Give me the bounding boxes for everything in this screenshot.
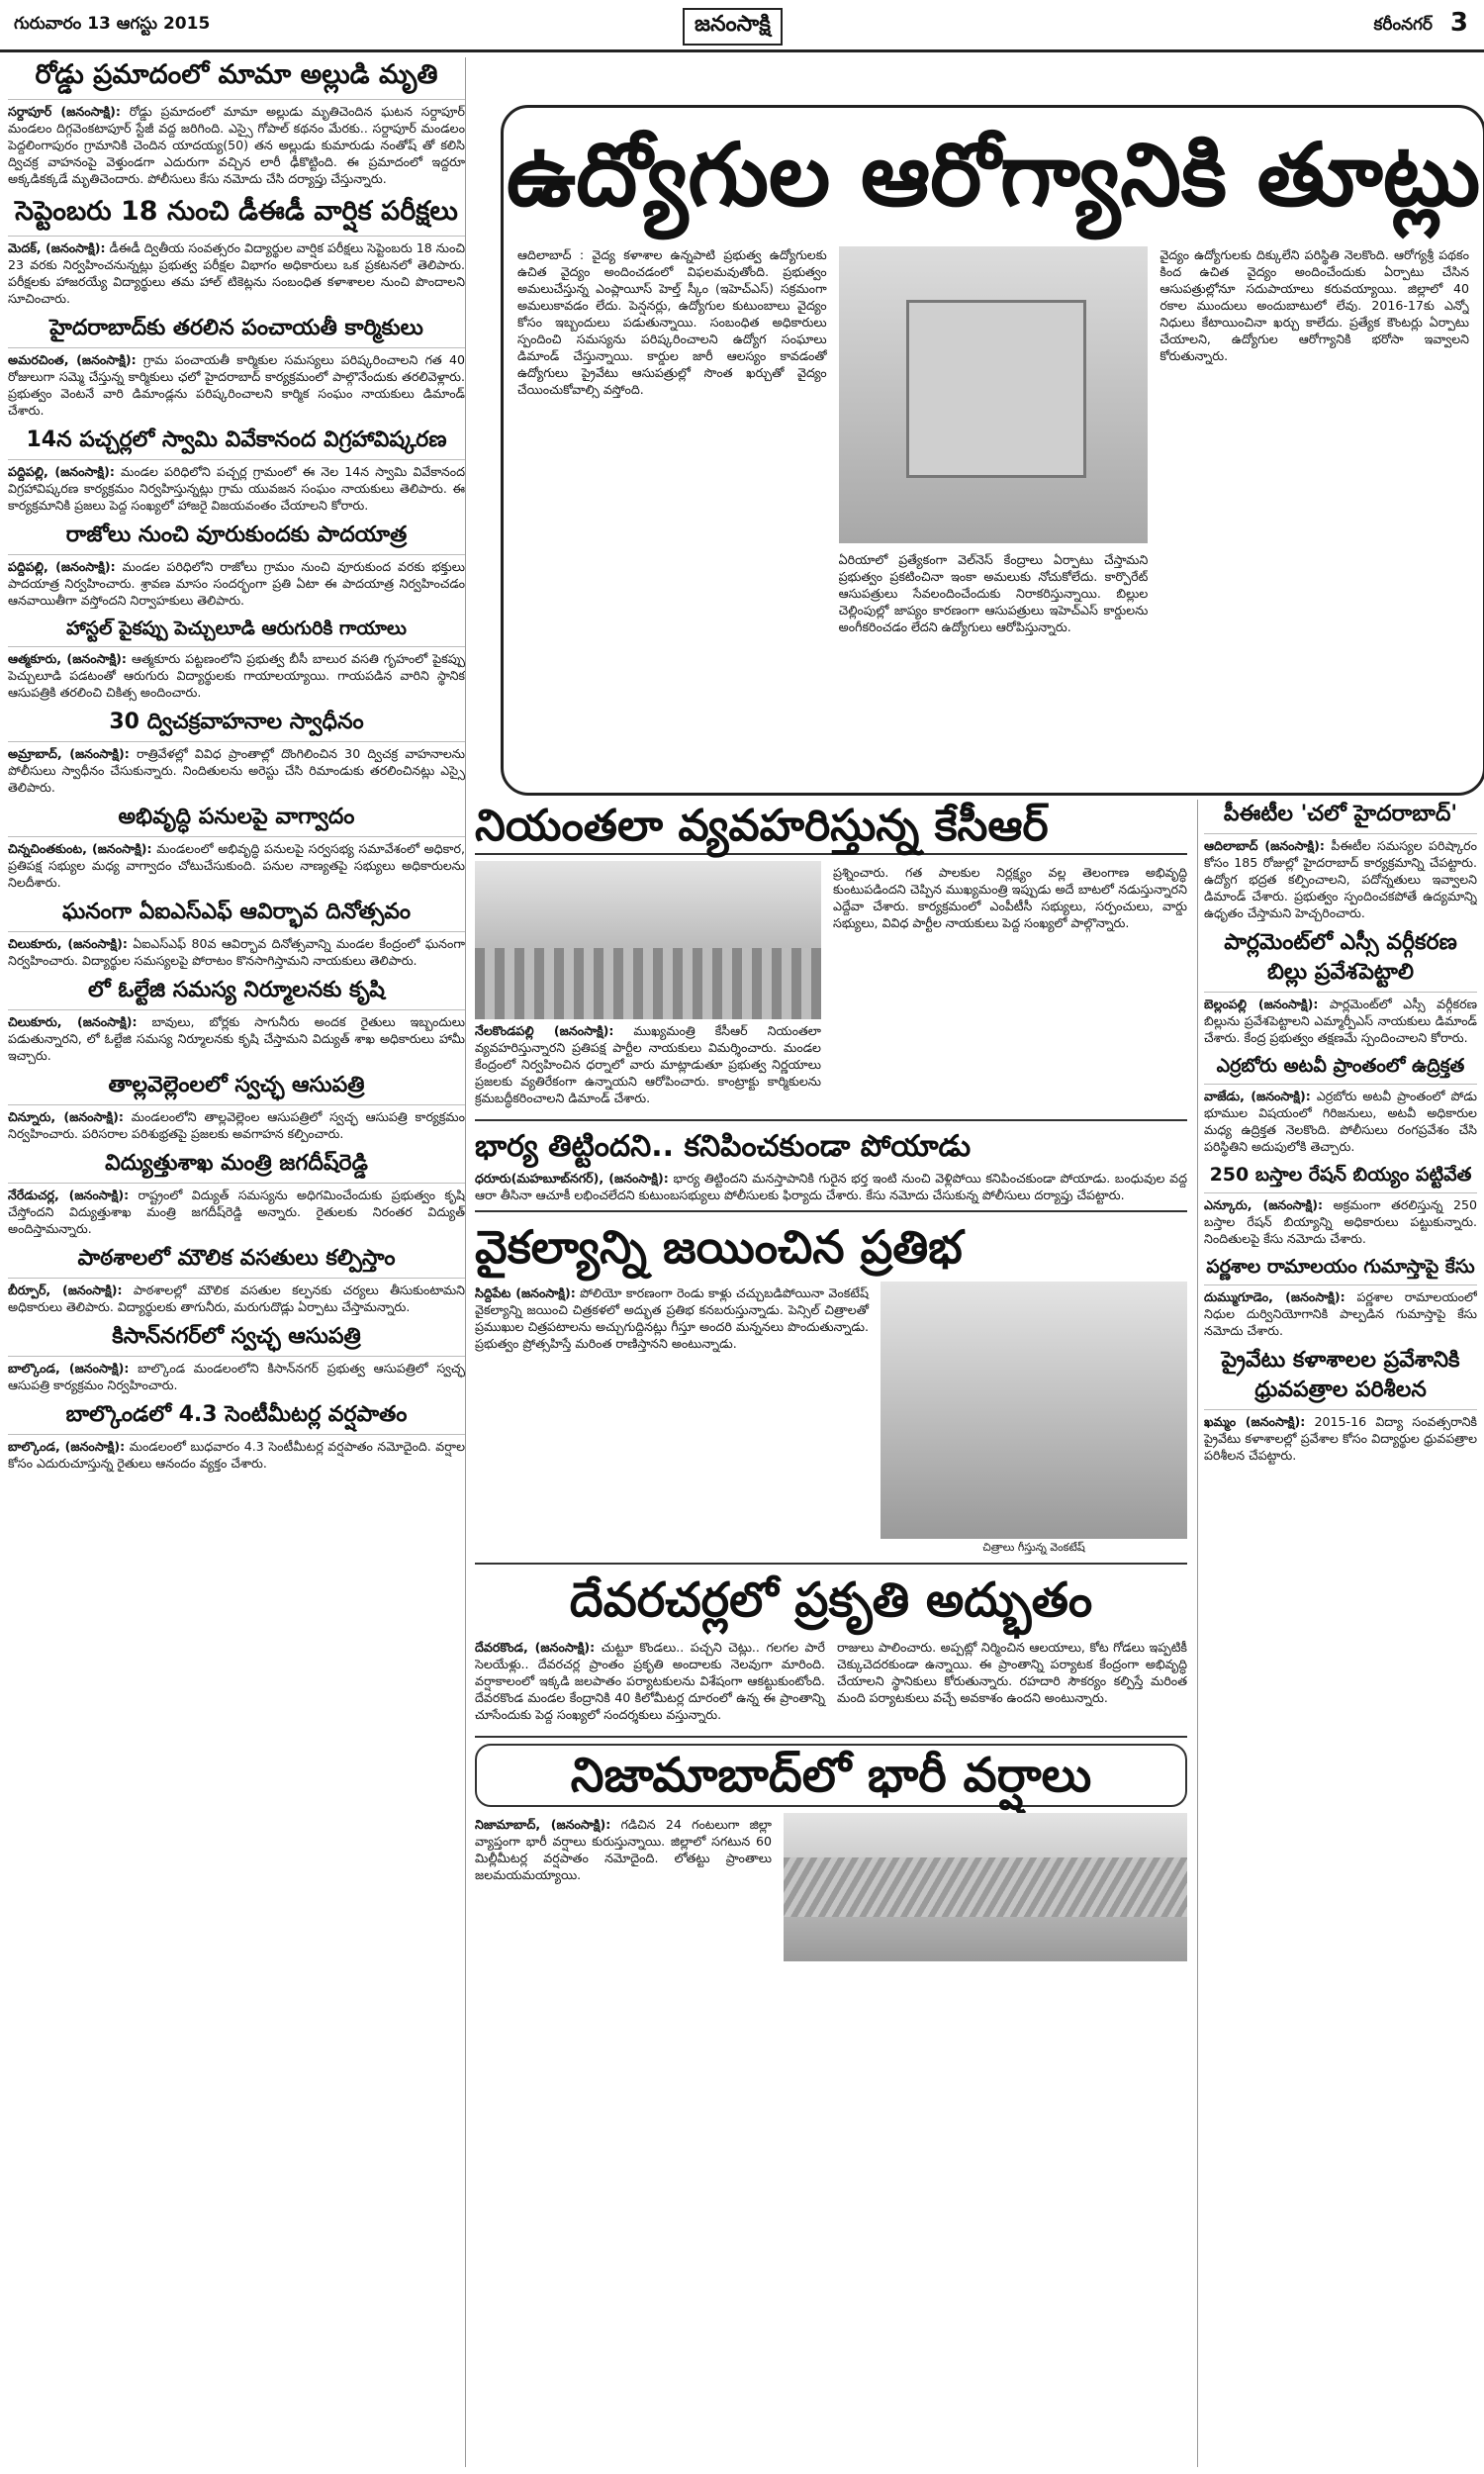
news-item [475,1218,1187,1557]
body-text: రాత్రివేళల్లో వివిధ ప్రాంతాల్లో దొంగిలించిన 30 ద్విచక్ర వాహనాలను పోలీసులు స్వాధీనం చేసుకున్నారు. నిందితులను అరెస్టు చేసి రిమాండుకు తరలించినట్లు ఎస్సై తెలిపారు. [8,746,465,795]
headline: పీఈటీల 'చలో హైదరాబాద్‌' [1204,800,1477,834]
dateline: మెదక్, (జనంసాక్షి): [8,240,106,255]
body-text: పర్ణశాల రామాలయంలో నిధుల దుర్వినియోగానికి పాల్పడిన గుమాస్తాపై కేసు నమోదు చేశారు. [1204,1289,1477,1338]
headline: దేవరచర్లలో ప్రకృతి అద్భుతం [569,1572,1093,1628]
body-text: బావులు, బోర్లకు సాగునీరు అందక రైతులు ఇబ్బందులు పడుతున్నారని, లో ఓల్టేజి సమస్య నిర్మూలనకు కృషి చేస్తామని విద్యుత్ శాఖ అధికారులు హామీ ఇచ్చారు. [8,1014,465,1063]
body-text: రాజులు పాలించారు. అప్పట్లో నిర్మించిన ఆలయాలు, కోట గోడలు ఇప్పటికీ చెక్కుచెదరకుండా ఉన్నాయి. ఈ ప్రాంతాన్ని పర్యాటక కేంద్రంగా అభివృద్ధి చేయాలని స్థానికులు కోరుతున్నారు. రహదారి సౌకర్యం కల్పిస్తే మరింత మంది పర్యాటకులు వచ్చే అవకాశం ఉందని అంటున్నారు. [837,1640,1187,1705]
headline: ఘనంగా ఏఐఎస్ఎఫ్ ఆవిర్భావ దినోత్సవం [8,898,465,932]
lead-story [501,105,1484,796]
news-item [1198,1162,1477,1247]
headline: హాస్టల్ పైకప్పు పెచ్చులూడి ఆరుగురికి గాయాలు [8,616,465,647]
body-text: పోలియో కారణంగా రెండు కాళ్లు చచ్చుబడిపోయినా వెంకటేష్ వైకల్యాన్ని జయించి చిత్రకళలో అద్భుత ప్రతిభ కనబరుస్తున్నాడు. పెన్సిల్ చిత్రాలతో ప్రముఖుల చిత్రపటాలను అచ్చుగుద్దినట్లు గీస్తూ అందరి మన్ననలు పొందుతున్నాడు. ప్రభుత్వం ప్రోత్సహిస్తే మరింత రాణిస్తానని అంటున్నాడు. [475,1285,869,1351]
news-photo [881,1282,1187,1539]
dateline: బీర్పూర్, (జనంసాక్షి): [8,1283,123,1297]
news-item [475,1570,1187,1730]
dateline: ఆదిలాబాద్ (జనంసాక్షి): [1204,838,1325,853]
dateline: ఖమ్మం (జనంసాక్షి): [1204,1414,1306,1429]
dateline: పద్దిపల్లి, (జనంసాక్షి): [8,559,116,574]
middle-column [475,800,1187,2467]
news-item [8,708,465,796]
headline: సెప్టెంబరు 18 నుంచి డీఈడీ వార్షిక పరీక్షలు [8,194,465,237]
dateline: చిన్నచింతకుంట, (జనంసాక్షి): [8,841,152,856]
news-item [8,976,465,1064]
headline: నిజామాబాద్‌లో భారీ వర్షాలు [475,1744,1187,1807]
news-item [8,898,465,969]
headline: పర్ణశాల రామాలయం గుమాస్తాపై కేసు [1204,1254,1477,1285]
body-text: ముఖ్యమంత్రి కేసీఆర్ నియంతలా వ్యవహరిస్తున్నారని ప్రతిపక్ష పార్టీల నాయకులు విమర్శించారు. మండల కేంద్రంలో నిర్వహించిన ధర్నాలో వారు మాట్లాడుతూ ప్రభుత్వ నిర్ణయాలు ప్రజలకు వ్యతిరేకంగా ఉన్నాయని ఆరోపించారు. కాంట్రాక్టు కార్మికులను క్రమబద్ధీకరించాలని డిమాండ్ చేశారు. [475,1023,821,1105]
headline: 250 బస్తాల రేషన్ బియ్యం పట్టివేత [1204,1162,1477,1193]
body-text: గడిచిన 24 గంటలుగా జిల్లా వ్యాప్తంగా భారీ వర్షాలు కురుస్తున్నాయి. జిల్లాలో సగటున 60 మిల్లీమీటర్ల వర్షపాతం నమోదైంది. లోతట్టు ప్రాంతాలు జలమయమయ్యాయి. [475,1817,772,1882]
headline: భార్య తిట్టిందని.. కనిపించకుండా పోయాడు [475,1129,972,1164]
headline: విద్యుత్తుశాఖ మంత్రి జగదీష్‌రెడ్డి [8,1149,465,1184]
news-item [8,426,465,514]
photo-caption: చిత్రాలు గీస్తున్న వెంకటేష్ [982,1541,1085,1554]
headline: పాఠశాలలో మౌలిక వసతులు కల్పిస్తాం [8,1244,465,1279]
headline: 14న పచ్చర్లలో స్వామి వివేకానంద విగ్రహావిష్కరణ [8,426,465,460]
dateline: ఎన్కూరు, (జనంసాక్షి): [1204,1197,1323,1212]
news-item [8,803,465,891]
news-item [8,314,465,419]
page-number: 3 [1449,8,1468,38]
body-text: మండల పరిధిలోని పచ్చర్ల గ్రామంలో ఈ నెల 14న స్వామి వివేకానంద విగ్రహావిష్కరణ కార్యక్రమం నిర్వహిస్తున్నట్లు గ్రామ యువజన సంఘం నాయకులు తెలిపారు. ఈ కార్యక్రమానికి ప్రజలు పెద్ద సంఖ్యలో హాజరై విజయవంతం చేయాలని కోరారు. [8,464,465,513]
dateline: పద్దిపల్లి, (జనంసాక్షి): [8,464,115,479]
body-text: మండలంలోని తాల్లవెల్లెంల ఆసుపత్రిలో స్వచ్ఛ ఆసుపత్రి కార్యక్రమం నిర్వహించారు. పరిసరాల పరిశుభ్రతపై ప్రజలకు అవగాహన కల్పించారు. [8,1109,465,1141]
body-text: ప్రశ్నించారు. గత పాలకుల నిర్లక్ష్యం వల్ల తెలంగాణ అభివృద్ధి కుంటుపడిందని చెప్పిన ముఖ్యమంత్రి ఇప్పుడు అదే బాటలో నడుస్తున్నారని ఎద్దేవా చేశారు. కార్యక్రమంలో ఎంపీటీసీ సభ్యులు, సర్పంచులు, వార్డు సభ్యులు, వివిధ పార్టీల నాయకులు పెద్ద సంఖ్యలో పాల్గొన్నారు. [833,865,1187,930]
news-item [1198,928,1477,1046]
lead-headline: ఉద్యోగుల ఆరోగ్యానికి తూట్లు [506,124,1481,226]
headline: కిసాన్‌నగర్‌లో స్వచ్ఛ ఆసుపత్రి [8,1322,465,1357]
dateline: నిజామాబాద్, (జనంసాక్షి): [475,1817,611,1832]
lead-body-2: ఏరియాలో ప్రత్యేకంగా వెల్‌నెస్ కేంద్రాలు ఏర్పాటు చేస్తామని ప్రభుత్వం ప్రకటించినా ఇంకా అమలుకు నోచుకోలేదు. కార్పొరేట్ ఆసుపత్రులు సేవలందించేందుకు నిరాకరిస్తున్నాయి. బిల్లుల చెల్లింపుల్లో జాప్యం కారణంగా ఆసుపత్రులు ఇహెచ్ఎస్ కార్డులను అంగీకరించడం లేదని ఉద్యోగులు ఆరోపిస్తున్నారు. [838,552,1149,634]
headline: 30 ద్విచక్రవాహనాల స్వాధీనం [8,708,465,742]
edition-city: కరీంనగర్ [1373,15,1433,35]
body-text: మండలంలో బుధవారం 4.3 సెంటీమీటర్ల వర్షపాతం నమోదైంది. వర్షాల కోసం ఎదురుచూస్తున్న రైతులు ఆనందం వ్యక్తం చేశారు. [8,1439,465,1471]
dateline: ధరూరు(మహబూబ్‌నగర్), (జనంసాక్షి): [475,1171,669,1186]
lead-body-1: ఆదిలాబాద్ : వైద్య కళాశాల ఉన్నపాటి ప్రభుత్వ ఉద్యోగులకు ఉచిత వైద్యం అందించడంలో విఫలమవుతోంది. ప్రభుత్వం అమలుచేస్తున్న ఎంప్లాయీస్ హెల్త్ స్కీం (ఇహెచ్ఎస్) సక్రమంగా అమలుకావడం లేదు. పెన్షనర్లు, ఉద్యోగుల కుటుంబాలు వైద్యం కోసం ఇబ్బందులు పడుతున్నాయి. సంబంధిత అధికారులు స్పందించి సమస్యను పరిష్కరించాలని ఉద్యోగ సంఘాలు డిమాండ్ చేస్తున్నాయి. కార్డుల జారీ ఆలస్యం కావడంతో ఉద్యోగులు ప్రైవేటు ఆసుపత్రుల్లో సొంత ఖర్చుతో వైద్యం చేయించుకోవాల్సి వస్తోంది. [517,247,827,397]
news-item [8,1149,465,1237]
dateline: సర్దాపూర్ (జనంసాక్షి): [8,104,121,119]
body-text: పార్లమెంట్‌లో ఎస్సీ వర్గీకరణ బిల్లును ప్రవేశపెట్టాలని ఎమ్మార్పీఎస్ నాయకులు డిమాండ్ చేశారు. కేంద్ర ప్రభుత్వం తక్షణమే స్పందించాలని కోరారు. [1204,997,1477,1045]
right-column [1197,800,1477,2467]
body-text: అక్రమంగా తరలిస్తున్న 250 బస్తాల రేషన్ బియ్యాన్ని అధికారులు పట్టుకున్నారు. నిందితులపై కేసు నమోదు చేశారు. [1204,1197,1477,1246]
body-text: 2015-16 విద్యా సంవత్సరానికి ప్రైవేటు కళాశాలల్లో ప్రవేశాల కోసం విద్యార్థుల ధ్రువపత్రాల పరిశీలన చేపట్టారు. [1204,1414,1477,1463]
body-text: బాల్కొండ మండలంలోని కిసాన్‌నగర్ ప్రభుత్వ ఆసుపత్రిలో స్వచ్ఛ ఆసుపత్రి కార్యక్రమం నిర్వహించారు. [8,1361,465,1392]
dateline: చిన్నూరు, (జనంసాక్షి): [8,1109,124,1124]
headline: పార్లమెంట్‌లో ఎస్సీ వర్గీకరణ బిల్లు ప్రవేశపెట్టాలి [1204,928,1477,993]
dateline: సిద్దిపేట (జనంసాక్షి): [475,1285,576,1300]
dateline: చిలుకూరు, (జనంసాక్షి): [8,936,128,951]
headline: రాజోలు నుంచి వూరుకుందకు పాదయాత్ర [8,521,465,555]
news-item [1198,1346,1477,1464]
headline: తాల్లవెల్లెంలలో స్వచ్ఛ ఆసుపత్రి [8,1071,465,1105]
left-column [8,57,466,2467]
dateline: ఆత్మకూరు, (జనంసాక్షి): [8,651,127,666]
lead-body-3: వైద్యం ఉద్యోగులకు దిక్కులేని పరిస్థితి నెలకొంది. ఆరోగ్యశ్రీ పథకం కింద ఉచిత వైద్యం అందించేందుకు ఏర్పాటు చేసిన ఆసుపత్రుల్లోనూ సదుపాయాలు కరువయ్యాయి. జిల్లాలో 40 రకాల ముందులు అందుబాటులో లేవు. 2016-17కు ఎన్నో నిధులు కేటాయించినా ఖర్చు కాలేదు. ప్రత్యేక కౌంటర్లు ఏర్పాటు చేయాలని, ఉద్యోగుల ఆరోగ్యానికి భరోసా ఇవ్వాలని కోరుతున్నారు. [1159,247,1469,363]
headline: వైకల్యాన్ని జయించిన ప్రతిభ [475,1220,963,1274]
body-text: భార్య తిట్టిందని మనస్తాపానికి గురైన భర్త ఇంటి నుంచి వెళ్లిపోయి కనిపించకుండా పోయాడు. బంధువుల వద్ద ఆరా తీసినా ఆచూకీ లభించలేదని కుటుంబసభ్యులు పోలీసులకు ఫిర్యాదు చేశారు. కేసు నమోదు చేసుకున్న పోలీసులు దర్యాప్తు చేపట్టారు. [475,1171,1187,1202]
dateline: చిలుకూరు, (జనంసాక్షి): [8,1014,138,1029]
dateline: బాల్కొండ, (జనంసాక్షి): [8,1439,126,1454]
news-item [475,800,1187,1113]
news-item [8,1244,465,1315]
news-item [1198,1254,1477,1339]
news-photo [784,1813,1187,1961]
news-item [8,57,465,187]
dateline: వాజేడు, (జనంసాక్షి): [1204,1089,1311,1103]
body-text: చుట్టూ కొండలు.. పచ్చని చెట్లు.. గలగల పారే సెలయేళ్లు.. దేవరచర్ల ప్రాంతం ప్రకృతి అందాలకు నెలవుగా మారింది. వర్షాకాలంలో ఇక్కడి జలపాతం పర్యాటకులను విశేషంగా ఆకట్టుకుంటోంది. దేవరకొండ మండల కేంద్రానికి 40 కిలోమీటర్ల దూరంలో ఉన్న ఈ ప్రాంతాన్ని చూసేందుకు పెద్ద సంఖ్యలో సందర్శకులు వస్తున్నారు. [475,1640,825,1722]
dateline: దుమ్ముగూడెం, (జనంసాక్షి): [1204,1289,1345,1304]
news-item [8,194,465,307]
dateline: అమరచింత, (జనంసాక్షి): [8,352,137,367]
body-text: పీఈటీల సమస్యల పరిష్కారం కోసం 185 రోజుల్లో హైదరాబాద్ కార్యక్రమాన్ని చేపట్టారు. ఉద్యోగ భద్రత కల్పించాలని, పదోన్నతులు ఇవ్వాలని డిమాండ్ చేశారు. ప్రభుత్వం స్పందించకపోతే ఉద్యమాన్ని ఉధృతం చేస్తామని హెచ్చరించారు. [1204,838,1477,920]
news-item [1198,1053,1477,1155]
news-item [475,1127,1187,1203]
news-item [8,1400,465,1472]
body-text: మండలంలో అభివృద్ధి పనులపై సర్వసభ్య సమావేశంలో అధికార, ప్రతిపక్ష సభ్యుల మధ్య వాగ్వాదం చోటుచేసుకుంది. పనుల నాణ్యతపై సభ్యులు అధికారులను నిలదీశారు. [8,841,465,890]
news-item [8,521,465,609]
news-item [1198,800,1477,921]
dateline: అమ్రాబాద్, (జనంసాక్షి): [8,746,130,761]
dateline: దేవరకొండ, (జనంసాక్షి): [475,1640,596,1655]
newspaper-logo: జనంసాక్షి [683,8,783,46]
headline: అభివృద్ధి పనులపై వాగ్వాదం [8,803,465,837]
news-item [475,1744,1187,1961]
body-text: డీఈడీ ద్వితీయ సంవత్సరం విద్యార్థుల వార్షిక పరీక్షలు సెప్టెంబరు 18 నుంచి 23 వరకు నిర్వహించనున్నట్లు ప్రభుత్వ పరీక్షల విభాగం అధికారులు ఒక ప్రకటనలో తెలిపారు. పరీక్షలకు హాజరయ్యే విద్యార్థులు తమ హాల్ టికెట్లను సంబంధిత కళాశాలల నుంచి పొందాలని సూచించారు. [8,240,466,306]
body-text: రాష్ట్రంలో విద్యుత్ సమస్యను అధిగమించేందుకు ప్రభుత్వం కృషి చేస్తోందని విద్యుత్తుశాఖ మంత్రి జగదీష్‌రెడ్డి అన్నారు. రైతులకు నిరంతర విద్యుత్ అందిస్తామన్నారు. [8,1188,465,1236]
dateline: నేరేడుచర్ల, (జనంసాక్షి): [8,1188,130,1202]
body-text: పాఠశాలల్లో మౌలిక వసతుల కల్పనకు చర్యలు తీసుకుంటామని అధికారులు తెలిపారు. విద్యార్థులకు తాగునీరు, మరుగుదొడ్లు ఏర్పాటు చేస్తామన్నారు. [8,1283,465,1314]
news-item [8,616,465,701]
body-text: ఏఐఎస్ఎఫ్ 80వ ఆవిర్భావ దినోత్సవాన్ని మండల కేంద్రంలో ఘనంగా నిర్వహించారు. విద్యార్థుల సమస్యలపై పోరాటం కొనసాగిస్తామని నాయకులు తెలిపారు. [8,936,466,968]
lead-photo [839,246,1149,543]
body-text: ఆత్మకూరు పట్టణంలోని ప్రభుత్వ బీసీ బాలుర వసతి గృహంలో పైకప్పు పెచ్చులూడి పడటంతో ఆరుగురు విద్యార్థులకు గాయాలయ్యాయి. గాయపడిన వారిని స్థానిక ఆసుపత్రికి తరలించి చికిత్స అందించారు. [8,651,465,700]
headline: హైదరాబాద్‌కు తరలిన పంచాయతీ కార్మికులు [8,314,465,348]
page-header [0,0,1484,52]
headline: లో ఓల్టేజి సమస్య నిర్మూలనకు కృషి [8,976,465,1010]
dateline: నేలకొండపల్లి (జనంసాక్షి): [475,1023,614,1038]
issue-date: గురువారం 13 ఆగస్టు 2015 [14,14,211,34]
news-item [8,1322,465,1393]
headline: రోడ్డు ప్రమాదంలో మామా అల్లుడి మృతి [8,57,465,100]
body-text: మండల పరిధిలోని రాజోలు గ్రామం నుంచి వూరుకుంద వరకు భక్తులు పాదయాత్ర నిర్వహించారు. శ్రావణ మాసం సందర్భంగా ప్రతి ఏటా ఈ పాదయాత్ర నిర్వహించడం ఆనవాయితీగా వస్తోందని నిర్వాహకులు తెలిపారు. [8,559,465,608]
body-text: ఎర్రబోరు అటవీ ప్రాంతంలో పోడు భూముల విషయంలో గిరిజనులు, అటవీ అధికారుల మధ్య ఉద్రిక్తత నెలకొంది. పోలీసులు రంగప్రవేశం చేసి పరిస్థితిని అదుపులోకి తెచ్చారు. [1204,1089,1477,1154]
headline: నియంతలా వ్యవహరిస్తున్న కేసీఆర్ [475,800,1187,855]
headline: ఎర్రబోరు అటవీ ప్రాంతంలో ఉద్రిక్తత [1204,1053,1477,1085]
dateline: బాల్కొండ, (జనంసాక్షి): [8,1361,130,1376]
body-text: గ్రామ పంచాయతీ కార్మికుల సమస్యలు పరిష్కరించాలని గత 40 రోజులుగా సమ్మె చేస్తున్న కార్మికులు ఛలో హైదరాబాద్ కార్యక్రమంలో పాల్గొనేందుకు తరలివెళ్లారు. ప్రభుత్వం వెంటనే వారి డిమాండ్లను పరిష్కరించాలని కార్మిక సంఘం నాయకులు డిమాండ్ చేశారు. [8,352,465,418]
headline: బాల్కొండలో 4.3 సెంటీమీటర్ల వర్షపాతం [8,1400,465,1435]
news-photo [475,861,821,1019]
body-text: రోడ్డు ప్రమాదంలో మామా అల్లుడు మృతిచెందిన ఘటన సర్దాపూర్ మండలం దిగ్గవెంకటాపూర్ స్టేజీ వద్ద జరిగింది. ఎస్సై గోపాల్ కథనం మేరకు.. సర్దాపూర్ మండలం పెద్దలింగాపురం గ్రామానికి చెందిన యాదయ్య(50) తన అల్లుడు కుమారుడు నంతోష్ తో కలిసి ద్విచక్ర వాహనంపై వెళ్తుండగా ఎదురుగా వచ్చిన లారీ ఢీకొట్టింది. ఈ ప్రమాదంలో ఇద్దరూ అక్కడికక్కడే మృతిచెందారు. పోలీసులు కేసు నమోదు చేసి దర్యాప్తు చేస్తున్నారు. [8,104,465,186]
dateline: బెల్లంపల్లి (జనంసాక్షి): [1204,997,1319,1011]
headline: ప్రైవేటు కళాశాలల ప్రవేశానికి ధ్రువపత్రాల పరిశీలన [1204,1346,1477,1410]
news-item [8,1071,465,1142]
